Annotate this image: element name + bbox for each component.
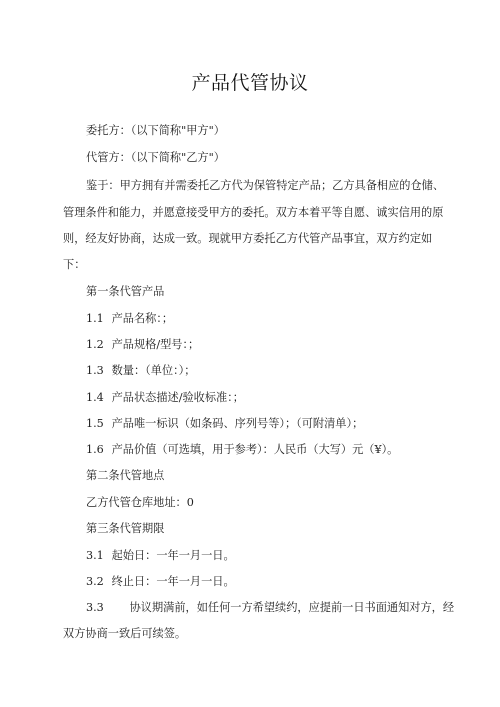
- article-1-item: [86, 391, 244, 405]
- article-1-item: [86, 338, 199, 352]
- article-3-item: [86, 575, 235, 589]
- article-1-item: [86, 443, 398, 457]
- item-number: 1.5: [86, 417, 104, 430]
- item-number: 3.2: [86, 575, 104, 588]
- item-number: 1.6: [86, 443, 104, 456]
- article-1-item: [86, 364, 195, 378]
- item-text: 数量：（单位：）；: [111, 364, 196, 377]
- item-number: 3.1: [86, 549, 104, 562]
- article-2-heading: 第二条代管地点: [86, 469, 165, 482]
- item-text: 终止日：一年一月一日。: [111, 575, 235, 588]
- item-number: 1.3: [86, 364, 104, 377]
- item-number: 1.1: [86, 312, 104, 325]
- item-number: 1.2: [86, 338, 104, 351]
- item-number: 1.4: [86, 391, 104, 404]
- party-b-line: 代管方：（以下简称"乙方"）: [86, 151, 225, 164]
- article-3-heading: 第三条代管期限: [86, 522, 165, 535]
- article-1-heading: 第一条代管产品: [86, 285, 165, 298]
- item-number: 3.3: [86, 601, 104, 614]
- preamble-line-4: 下：: [63, 258, 86, 271]
- article-2-text: 乙方代管仓库地址：0: [86, 496, 194, 509]
- preamble-line-2: 管理条件和能力，并愿意接受甲方的委托。双方本着平等自愿、诚实信用的原: [63, 206, 444, 219]
- article-1-item: [86, 312, 173, 326]
- article-3-item-3-3-continuation: 双方协商一致后可续签。: [63, 627, 187, 640]
- preamble-line-1: 鉴于：甲方拥有并需委托乙方代为保管特定产品；乙方具备相应的仓储、: [86, 179, 445, 192]
- party-a-line: 委托方：（以下简称"甲方"）: [86, 124, 225, 137]
- article-1-item: [86, 417, 363, 431]
- item-text: 协议期满前，如任何一方希望续约，应提前一日书面通知对方，经: [129, 601, 455, 614]
- document-title: 产品代管协议: [191, 72, 309, 94]
- item-text: 产品状态描述/验收标准：；: [111, 391, 244, 404]
- item-text: 产品名称：；: [111, 312, 174, 325]
- item-text: 起始日：一年一月一日。: [111, 549, 235, 562]
- article-3-item-3-3: [86, 601, 454, 615]
- article-3-item: [86, 549, 235, 563]
- item-text: 产品价值（可选填，用于参考）：人民币（大写）元（¥）。: [111, 443, 399, 456]
- item-text: 产品规格/型号：；: [111, 338, 200, 351]
- preamble-line-3: 则，经友好协商，达成一致。现就甲方委托乙方代管产品事宜，双方约定如: [63, 232, 433, 245]
- item-text: 产品唯一标识（如条码、序列号等）；（可附清单）；: [111, 417, 364, 430]
